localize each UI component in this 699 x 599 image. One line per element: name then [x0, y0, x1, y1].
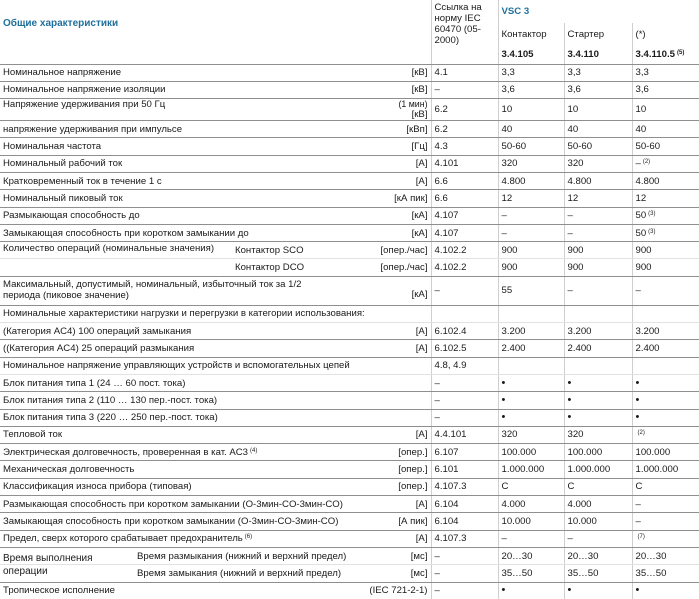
- value-starter: •: [564, 392, 632, 409]
- value-star: 100.000: [632, 444, 699, 461]
- row-label: Механическая долговечность [опер.]: [0, 461, 431, 478]
- row-ref: –: [431, 409, 498, 426]
- row-label: Тропическое исполнение (IEC 721-2-1): [3, 585, 428, 597]
- value-star: [632, 357, 699, 374]
- col-contactor: Контактор: [498, 23, 564, 46]
- value-contactor: 2.400: [498, 340, 564, 357]
- row-ref: 6.102.5: [431, 340, 498, 357]
- row-ref: –: [431, 392, 498, 409]
- value-starter: 1.000.000: [564, 461, 632, 478]
- row-ref: –: [431, 582, 498, 599]
- row-label: Время выполнения операции Время размыкания (нижний и верхний предел) [мс]: [0, 547, 431, 564]
- row-ref: –: [431, 547, 498, 564]
- value-contactor: 10: [498, 99, 564, 121]
- table-row: [0, 64, 699, 81]
- table-row: [0, 224, 699, 241]
- value-contactor: •: [498, 392, 564, 409]
- table-row: [0, 81, 699, 98]
- value-contactor: 12: [498, 190, 564, 207]
- value-starter: 900: [564, 242, 632, 259]
- value-contactor: 320: [498, 426, 564, 443]
- header-row-1: [0, 0, 699, 23]
- row-label: Размыкающая способность при коротком замыкании (O-3мин-CO-3мин-CO) [А]: [0, 496, 431, 513]
- row-label: Номинальная частота [Гц]: [0, 138, 431, 155]
- table-row: [0, 409, 699, 426]
- value-starter: –: [564, 276, 632, 305]
- row-ref: 4.3: [431, 138, 498, 155]
- value-starter: C: [564, 478, 632, 495]
- value-starter: –: [564, 207, 632, 224]
- value-starter: 3,6: [564, 81, 632, 98]
- table-row: [0, 461, 699, 478]
- value-starter: 4.000: [564, 496, 632, 513]
- row-ref: 6.107: [431, 444, 498, 461]
- row-label: Размыкающая способность до [кА]: [0, 207, 431, 224]
- row-ref: 6.104: [431, 496, 498, 513]
- value-contactor: •: [498, 409, 564, 426]
- value-star: 40: [632, 121, 699, 138]
- row-ref: 6.2: [431, 99, 498, 121]
- table-title: Общие характеристики: [3, 17, 119, 29]
- table-row: [0, 426, 699, 443]
- header-codes-row: [0, 46, 699, 64]
- table-row: [0, 547, 699, 564]
- row-label: Электрическая долговечность, проверенная в кат. AC3 $^{(4)}$ [опер.]: [0, 444, 431, 461]
- code-star: 3.4.110.5 $^{(5)}$: [632, 46, 699, 64]
- row-label: Максимальный, допустимый, номинальный, избыточный ток за 1/2 периода (пиковое значение) [кА]: [0, 276, 431, 305]
- row-ref: 6.101: [431, 461, 498, 478]
- row-ref: –: [431, 276, 498, 305]
- value-contactor: 4.800: [498, 172, 564, 189]
- value-contactor: 50-60: [498, 138, 564, 155]
- value-star: 20…30: [632, 547, 699, 564]
- row-label: Кратковременный ток в течение 1 с [А]: [0, 172, 431, 189]
- value-starter: –: [564, 224, 632, 241]
- value-contactor: 3.200: [498, 323, 564, 340]
- row-label: Контактор DCO [опер./час]: [0, 259, 431, 276]
- table-row: [0, 121, 699, 138]
- value-contactor: •: [498, 582, 564, 599]
- table-row: [0, 357, 699, 374]
- header-spacer: [0, 46, 431, 64]
- norm-reference-header: Ссылка на норму IEC 60470 (05-2000): [431, 0, 498, 46]
- value-star: •: [632, 582, 699, 599]
- value-starter: 10: [564, 99, 632, 121]
- row-ref: 4.102.2: [431, 259, 498, 276]
- table-row: [0, 207, 699, 224]
- value-star: 50-60: [632, 138, 699, 155]
- table-row: [0, 374, 699, 391]
- value-starter: •: [564, 582, 632, 599]
- row-ref: 6.102.4: [431, 323, 498, 340]
- value-contactor: [498, 357, 564, 374]
- value-starter: 100.000: [564, 444, 632, 461]
- value-star: •: [632, 374, 699, 391]
- row-ref: 4.101: [431, 155, 498, 172]
- row-ref: 4.107: [431, 207, 498, 224]
- value-contactor: –: [498, 530, 564, 547]
- value-star: 3.200: [632, 323, 699, 340]
- value-star: [632, 305, 699, 322]
- value-star: – $^{(2)}$: [632, 155, 699, 172]
- row-ref: 6.6: [431, 190, 498, 207]
- row-ref: 6.6: [431, 172, 498, 189]
- value-contactor: C: [498, 478, 564, 495]
- value-star: 900: [632, 242, 699, 259]
- value-contactor: 320: [498, 155, 564, 172]
- table-row: [0, 276, 699, 305]
- value-star: 3,3: [632, 64, 699, 81]
- value-star: 35…50: [632, 565, 699, 582]
- col-starter: Стартер: [564, 23, 632, 46]
- table-row: [0, 444, 699, 461]
- value-star: 900: [632, 259, 699, 276]
- row-ref: 6.2: [431, 121, 498, 138]
- table-row: [0, 172, 699, 189]
- row-label: Блок питания типа 1 (24 … 60 пост. тока): [0, 374, 431, 391]
- value-starter: •: [564, 374, 632, 391]
- row-label: Количество операций (номинальные значения) Контактор SCO [опер./час]: [0, 242, 431, 259]
- table-row: [0, 155, 699, 172]
- value-contactor: 3,6: [498, 81, 564, 98]
- value-starter: 3,3: [564, 64, 632, 81]
- row-ref: –: [431, 374, 498, 391]
- table-row: [0, 392, 699, 409]
- value-contactor: 3,3: [498, 64, 564, 81]
- table-row: [0, 138, 699, 155]
- table-row: [0, 305, 699, 322]
- value-contactor: •: [498, 374, 564, 391]
- value-contactor: 900: [498, 242, 564, 259]
- code-contactor: 3.4.105: [498, 46, 564, 64]
- value-starter: 12: [564, 190, 632, 207]
- row-label: Номинальный рабочий ток [А]: [0, 155, 431, 172]
- value-starter: [564, 305, 632, 322]
- value-starter: 50-60: [564, 138, 632, 155]
- value-starter: 20…30: [564, 547, 632, 564]
- table-row: [0, 190, 699, 207]
- row-ref: 4.107.3: [431, 530, 498, 547]
- row-label: напряжение удерживания при импульсе [кВп]: [0, 121, 431, 138]
- row-ref: 6.104: [431, 513, 498, 530]
- row-label: Блок питания типа 3 (220 … 250 пер.-пост. тока): [0, 409, 431, 426]
- product-header: VSC 3: [498, 0, 699, 23]
- value-star: –: [632, 513, 699, 530]
- col-star: (*): [632, 23, 699, 46]
- value-contactor: 40: [498, 121, 564, 138]
- row-label: Замыкающая способность при коротком замыкании до [кА]: [0, 224, 431, 241]
- value-starter: 10.000: [564, 513, 632, 530]
- value-star: –: [632, 276, 699, 305]
- value-starter: 320: [564, 426, 632, 443]
- row-label: Номинальный пиковый ток [кА пик]: [0, 190, 431, 207]
- table-row: [0, 513, 699, 530]
- value-starter: 900: [564, 259, 632, 276]
- value-starter: –: [564, 530, 632, 547]
- value-contactor: 900: [498, 259, 564, 276]
- header-spacer-ref: [431, 46, 498, 64]
- value-star: •: [632, 409, 699, 426]
- value-contactor: –: [498, 207, 564, 224]
- value-contactor: 1.000.000: [498, 461, 564, 478]
- section-label: Номинальные характеристики нагрузки и перегрузки в категории использования:: [0, 305, 431, 322]
- value-starter: 3.200: [564, 323, 632, 340]
- value-star: 50 $^{(3)}$: [632, 224, 699, 241]
- row-label: Напряжение удерживания при 50 Гц (1 мин) [кВ]: [0, 99, 431, 121]
- value-star: 4.800: [632, 172, 699, 189]
- table-row: [0, 582, 699, 599]
- row-label: (Категория AC4) 100 операций замыкания [А]: [0, 323, 431, 340]
- row-label: Замыкающая способность при коротком замыкании (O-3мин-CO-3мин-CO) [А пик]: [0, 513, 431, 530]
- value-star: 1.000.000: [632, 461, 699, 478]
- row-ref: 4.102.2: [431, 242, 498, 259]
- value-star: 3,6: [632, 81, 699, 98]
- table-row: [0, 496, 699, 513]
- section-label: Номинальное напряжение управляющих устройств и вспомогательных цепей: [0, 357, 431, 374]
- value-star: 10: [632, 99, 699, 121]
- row-ref: 4.1: [431, 64, 498, 81]
- row-ref: –: [431, 565, 498, 582]
- value-starter: 4.800: [564, 172, 632, 189]
- table-row: [0, 478, 699, 495]
- value-star: C: [632, 478, 699, 495]
- value-star: •: [632, 392, 699, 409]
- row-ref: 4.8, 4.9: [431, 357, 498, 374]
- row-ref: –: [431, 81, 498, 98]
- value-star: 2.400: [632, 340, 699, 357]
- value-contactor: [498, 305, 564, 322]
- value-starter: 35…50: [564, 565, 632, 582]
- row-label: Время замыкания (нижний и верхний предел) [мс]: [0, 565, 431, 582]
- row-label: Тепловой ток [А]: [0, 426, 431, 443]
- row-ref: 4.107.3: [431, 478, 498, 495]
- value-contactor: 55: [498, 276, 564, 305]
- row-label: Классификация износа прибора (типовая) [опер.]: [0, 478, 431, 495]
- value-contactor: 10.000: [498, 513, 564, 530]
- row-label: ((Категория AC4) 25 операций размыкания [А]: [0, 340, 431, 357]
- table-row: [0, 99, 699, 121]
- value-starter: •: [564, 409, 632, 426]
- table-row: [0, 340, 699, 357]
- value-starter: [564, 357, 632, 374]
- value-star: (2): [632, 426, 699, 443]
- value-star: 50 $^{(3)}$: [632, 207, 699, 224]
- table-row: [0, 530, 699, 547]
- value-starter: 320: [564, 155, 632, 172]
- value-contactor: 4.000: [498, 496, 564, 513]
- value-star: –: [632, 496, 699, 513]
- table-row: [0, 259, 699, 276]
- value-starter: 2.400: [564, 340, 632, 357]
- row-ref: 4.107: [431, 224, 498, 241]
- row-label: Блок питания типа 2 (110 … 130 пер.-пост. тока): [0, 392, 431, 409]
- table-row: [0, 242, 699, 259]
- row-label: Номинальное напряжение [кВ]: [0, 64, 431, 81]
- value-contactor: 100.000: [498, 444, 564, 461]
- code-starter: 3.4.110: [564, 46, 632, 64]
- value-contactor: –: [498, 224, 564, 241]
- row-label: Предел, сверх которого срабатывает предохранитель $^{(6)}$ [А]: [0, 530, 431, 547]
- value-contactor: 35…50: [498, 565, 564, 582]
- row-ref: 4.4.101: [431, 426, 498, 443]
- value-starter: 40: [564, 121, 632, 138]
- row-ref: [431, 305, 498, 322]
- value-star: 12: [632, 190, 699, 207]
- table-row: [0, 323, 699, 340]
- row-label: Номинальное напряжение изоляции [кВ]: [0, 81, 431, 98]
- value-star: (7): [632, 530, 699, 547]
- value-contactor: 20…30: [498, 547, 564, 564]
